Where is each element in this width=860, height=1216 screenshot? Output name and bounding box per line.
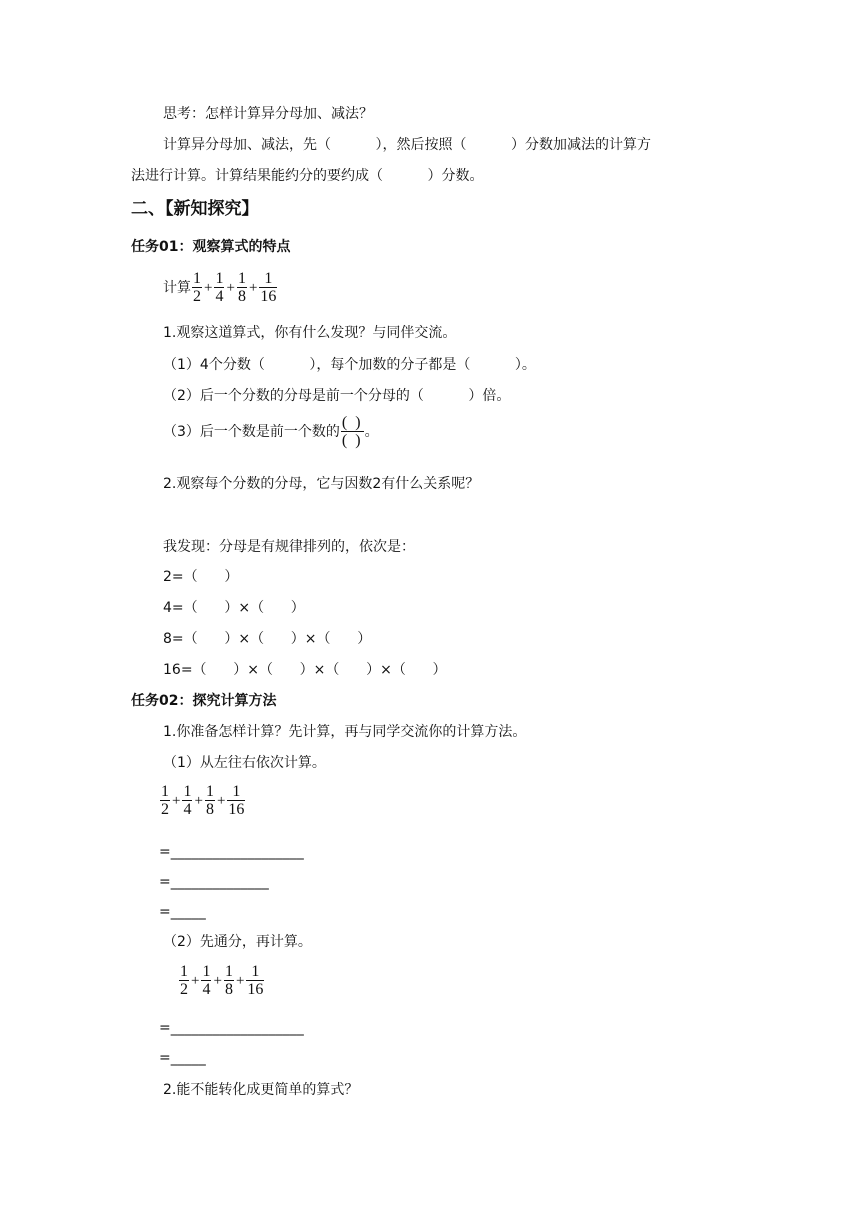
fraction: $\frac{1}{4}$	[202, 963, 211, 998]
task2-question-1: 1.你准备怎样计算？先计算，再与同学交流你的计算方法。	[163, 724, 527, 740]
task1-question-1a: （1）4个分数（ ），每个加数的分子都是（ ）。	[163, 357, 536, 373]
calc-expression-3	[178, 963, 265, 998]
fraction: $\frac{1}{4}$	[183, 783, 192, 818]
plus-sign: +	[213, 972, 222, 989]
section-title: 二、【新知探究】	[131, 199, 259, 219]
fraction: $\frac{1}{8}$	[205, 783, 214, 818]
plus-sign: +	[172, 792, 181, 809]
plus-sign: +	[216, 792, 226, 809]
factor-line-2: 2=（ ）	[163, 569, 239, 585]
task2-title: 任务02：探究计算方法	[131, 693, 277, 709]
plus-sign: +	[191, 972, 200, 989]
task1-question-2: 2.观察每个分数的分母，它与因数2有什么关系呢？	[163, 476, 480, 492]
blank-fraction[interactable]: $\frac{( )}{( )}$	[341, 414, 363, 449]
rule-line-1: 计算异分母加、减法，先（ ），然后按照（ ）分数加减法的计算方	[163, 137, 652, 153]
answer-line[interactable]: =___________________	[159, 1020, 304, 1036]
calc-expression-2	[159, 783, 246, 818]
plus-sign: +	[248, 279, 258, 296]
factor-line-4: 4=（ ）×（ ）	[163, 600, 305, 616]
task1-title: 任务01：观察算式的特点	[131, 239, 291, 255]
factor-line-16: 16=（ ）×（ ）×（ ）×（ ）	[163, 662, 447, 678]
plus-sign: +	[235, 972, 245, 989]
fraction: $\frac{1}{8}$	[224, 963, 233, 998]
answer-line[interactable]: =______________	[159, 874, 269, 890]
task2-question-2: 2.能不能转化成更简单的算式？	[163, 1082, 359, 1098]
answer-line[interactable]: =_____	[159, 1050, 206, 1066]
fraction: $\frac{1}{16}$	[260, 270, 277, 305]
plus-sign: +	[204, 279, 213, 296]
fraction: $\frac{1}{8}$	[237, 270, 246, 305]
rule-line-2: 法进行计算。计算结果能约分的要约成（ ）分数。	[131, 168, 484, 184]
calc-expression-1	[163, 270, 278, 305]
task1-question-1: 1.观察这道算式，你有什么发现？与同伴交流。	[163, 325, 457, 341]
plus-sign: +	[226, 279, 235, 296]
discover-text: 我发现：分母是有规律排列的，依次是：	[163, 539, 415, 555]
think-prompt: 思考：怎样计算异分母加、减法？	[163, 106, 373, 122]
fraction: $\frac{1}{4}$	[215, 270, 224, 305]
method-2-label: （2）先通分，再计算。	[163, 934, 312, 950]
answer-line[interactable]: =___________________	[159, 844, 304, 860]
fraction: $\frac{1}{2}$	[180, 963, 188, 998]
fraction: $\frac{1}{2}$	[161, 783, 169, 818]
factor-line-8: 8=（ ）×（ ）×（ ）	[163, 631, 372, 647]
task1-question-1b: （2）后一个分数的分母是前一个分母的（ ）倍。	[163, 388, 511, 404]
fraction: $\frac{1}{16}$	[247, 963, 264, 998]
fraction: $\frac{1}{16}$	[228, 783, 245, 818]
task1-question-1c: （3）后一个数是前一个数的 $\frac{( )}{( )}$ 。	[163, 414, 379, 449]
calc-prefix: 计算	[163, 279, 191, 296]
answer-line[interactable]: =_____	[159, 904, 206, 920]
method-1-label: （1）从左往右依次计算。	[163, 755, 326, 771]
fraction: $\frac{1}{2}$	[193, 270, 201, 305]
plus-sign: +	[194, 792, 203, 809]
